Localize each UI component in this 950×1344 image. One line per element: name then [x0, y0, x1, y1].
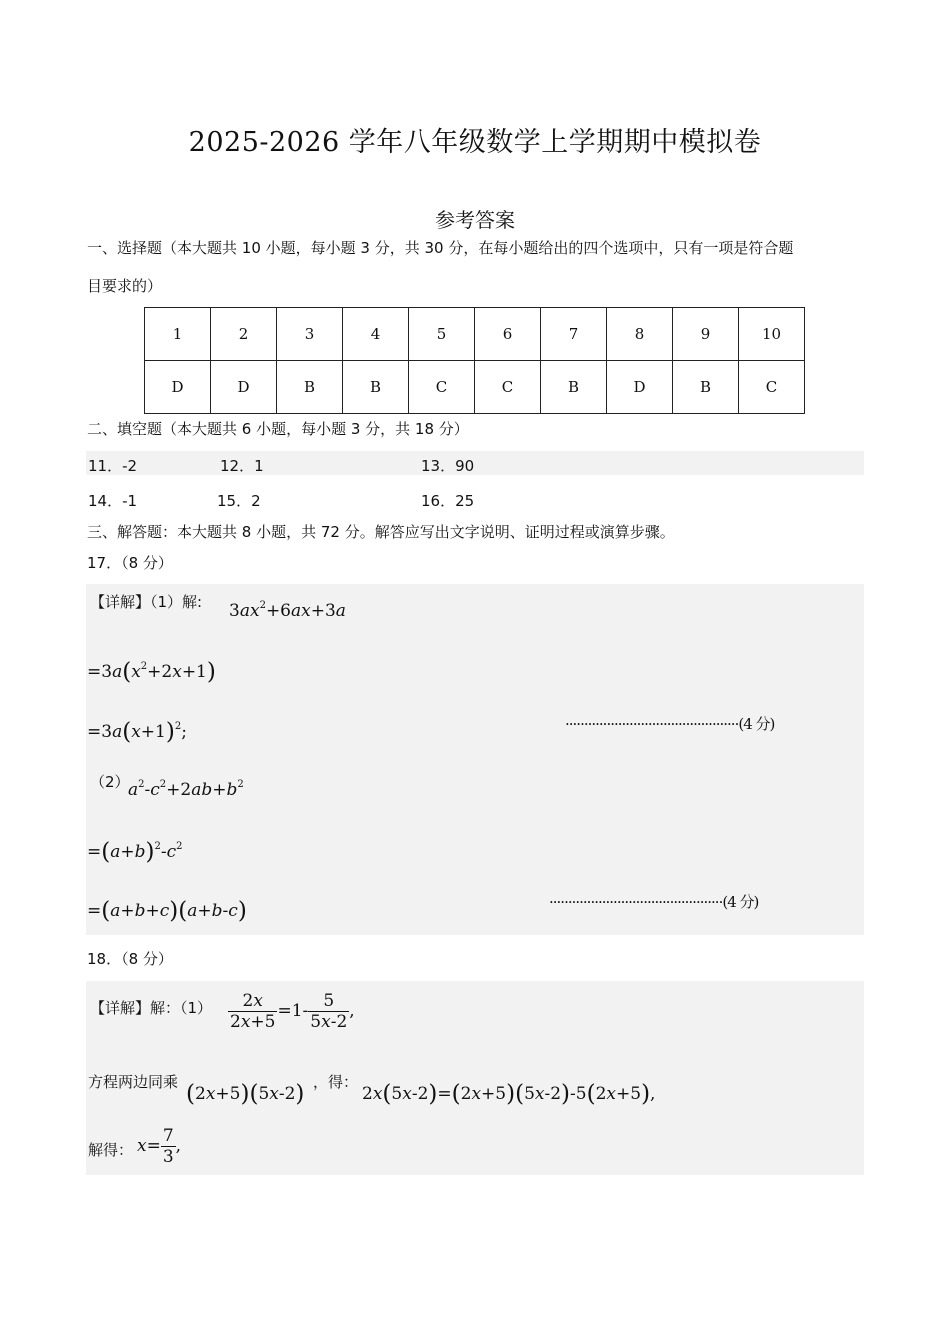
q18-expanded-equation: 2x(5x-2)=(2x+5)(5x-2)-5(2x+5),	[362, 1081, 656, 1107]
answer-table-cell: 5	[409, 308, 475, 361]
q17-expr-5: $=(a+b)^2-c^2$	[87, 839, 183, 865]
answer-table-cell: C	[739, 361, 805, 414]
answer-table-cell: 9	[673, 308, 739, 361]
answer-table	[144, 307, 805, 414]
fill-answer-13: 13．90	[421, 457, 475, 475]
answer-table-cell: 10	[739, 308, 805, 361]
section2-heading: 二、填空题（本大题共 6 小题，每小题 3 分，共 18 分）	[87, 420, 469, 438]
q17-expr-4: $a^2-c^2+2ab+b^2$	[128, 779, 244, 800]
answer-table-cell: 6	[475, 308, 541, 361]
q17-score-2: ··············································(4 分)	[549, 893, 759, 911]
q17-expr-2: $=3a(x^2+2x+1)$	[87, 659, 216, 685]
answer-table-cell: B	[277, 361, 343, 414]
q17-score-2-value: (4 分)	[722, 893, 759, 911]
q18-detail-label: 【详解】解：（1）	[90, 999, 213, 1017]
answer-table-cell: D	[145, 361, 211, 414]
q17-part2-label: （2）	[90, 773, 130, 791]
q17-expr-3: $=3a(x+1)^2$;	[87, 719, 187, 745]
answer-table-number-row	[145, 308, 805, 361]
fill-answer-16: 16．25	[421, 492, 475, 510]
answer-table-answer-row	[145, 361, 805, 414]
answer-table-cell: 8	[607, 308, 673, 361]
fill-row1-background	[86, 451, 864, 475]
q18-equation: $\frac{2x}{2x+5}$ =1- $\frac{5}{5x-2}$ ,	[230, 991, 355, 1032]
document-title: 2025-2026 学年八年级数学上学期期中模拟卷	[188, 127, 762, 158]
q18-solution: x= $\frac{7}{3}$ ,	[137, 1126, 182, 1167]
q17-expr-1: $3ax^2+6ax+3a$	[229, 600, 346, 621]
fill-answer-15: 15．2	[217, 492, 261, 510]
fill-answer-12: 12．1	[220, 457, 264, 475]
answer-table-cell: C	[475, 361, 541, 414]
answer-table-cell: B	[541, 361, 607, 414]
answer-key-subtitle: 参考答案	[435, 208, 515, 232]
section1-heading-line2: 目要求的）	[87, 277, 163, 295]
fill-answer-14: 14．-1	[88, 492, 138, 510]
answer-table-cell: 2	[211, 308, 277, 361]
q17-score-1: ··············································(4 分)	[565, 715, 775, 733]
q17-detail-label: 【详解】（1）解:	[90, 593, 203, 611]
answer-table-cell: B	[343, 361, 409, 414]
answer-table-cell: B	[673, 361, 739, 414]
q18-line3-prefix: 解得：	[88, 1141, 134, 1159]
answer-table-cell: D	[211, 361, 277, 414]
q18-line2-prefix: 方程两边同乘	[88, 1073, 179, 1091]
fill-answer-11: 11．-2	[88, 457, 138, 475]
q18-line2-mid: ，得：	[313, 1073, 359, 1091]
section3-heading: 三、解答题：本大题共 8 小题，共 72 分。解答应写出文字说明、证明过程或演算步骤。	[87, 523, 675, 541]
q17-score-1-value: (4 分)	[738, 715, 775, 733]
answer-table-cell: C	[409, 361, 475, 414]
section1-heading-line1: 一、选择题（本大题共 10 小题，每小题 3 分，共 30 分，在每小题给出的四个选项中，只有一项是符合题	[87, 239, 794, 257]
answer-table-cell: 7	[541, 308, 607, 361]
answer-table-cell: D	[607, 361, 673, 414]
q17-expr-6: =(a+b+c)(a+b-c)	[87, 898, 247, 924]
q18-header: 18．（8 分）	[87, 950, 173, 968]
answer-table-cell: 3	[277, 308, 343, 361]
q17-solution-block	[86, 584, 864, 935]
q17-header: 17．（8 分）	[87, 554, 173, 572]
answer-table-cell: 1	[145, 308, 211, 361]
q18-multiplier: (2x+5)(5x-2)	[186, 1081, 305, 1107]
answer-table-cell: 4	[343, 308, 409, 361]
